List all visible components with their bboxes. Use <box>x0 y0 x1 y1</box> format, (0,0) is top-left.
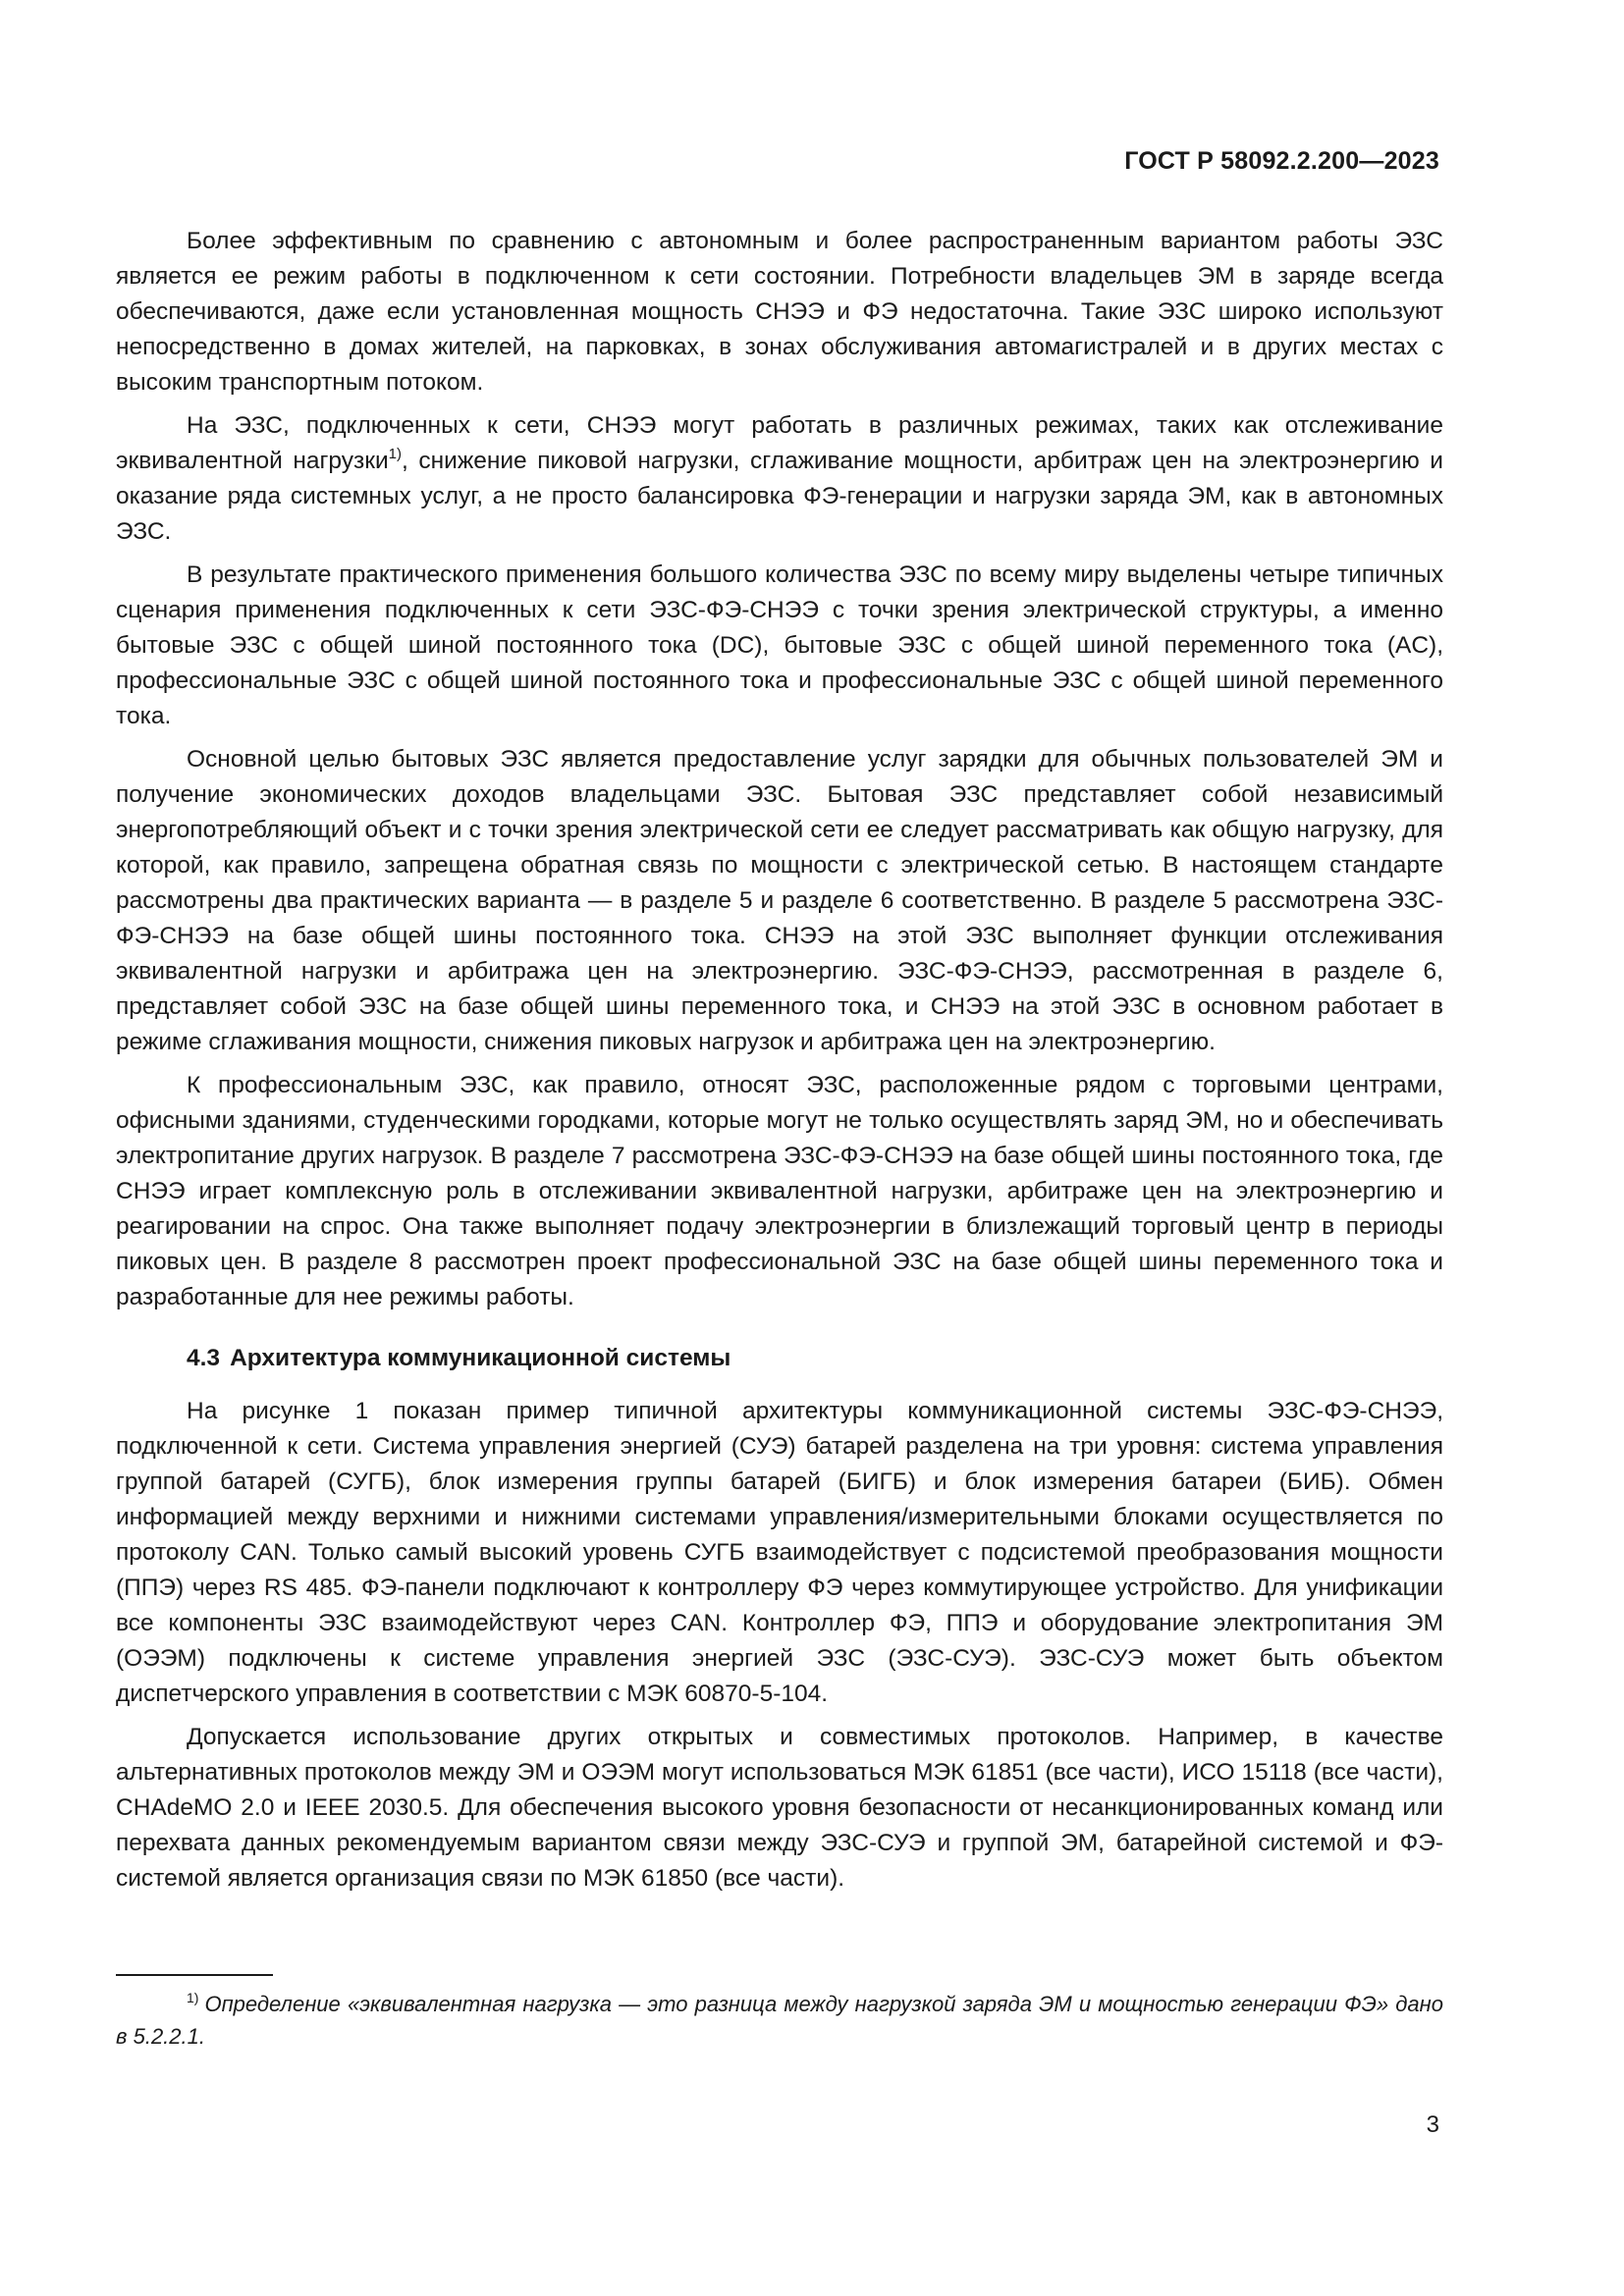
page-number: 3 <box>1426 2111 1439 2138</box>
section-heading <box>187 1341 1443 1376</box>
footnote <box>116 1988 1443 2053</box>
section-title: Архитектура коммуникационной системы <box>230 1345 731 1371</box>
footnote-text: Определение «эквивалентная нагрузка — это разница между нагрузкой заряда ЭМ и мощностью генерации ФЭ» дано в 5.2.2.1. <box>116 1992 1443 2049</box>
paragraph-text-part: На ЭЗС, подключенных к сети, СНЭЭ могут работать в различных режимах, таких как отслеживание эквивалентной нагрузки <box>116 412 1443 474</box>
paragraph-with-footnote-ref <box>116 408 1443 550</box>
paragraph-text-part: , снижение пиковой нагрузки, сглаживание мощности, арбитраж цен на электроэнергию и оказание ряда системных услуг, а не просто балансировка ФЭ-генерации и нагрузки заряда ЭМ, как в автономных ЭЗС. <box>116 448 1443 545</box>
footnotes <box>116 1974 1443 2053</box>
paragraph: В результате практического применения большого количества ЭЗС по всему миру выделены четыре типичных сценария применения подключенных к сети ЭЗС-ФЭ-СНЭЭ с точки зрения электрической структуры, а именно бытовые ЭЗС с общей шиной постоянного тока (DC), бытовые ЭЗС с общей шиной переменного тока (AC), профессиональные ЭЗС с общей шиной постоянного тока и профессиональные ЭЗС с общей шиной переменного тока. <box>116 561 1443 729</box>
footnote-reference[interactable]: 1) <box>388 446 403 462</box>
footnote-divider <box>116 1974 273 1976</box>
footnote-mark: 1) <box>187 1990 199 2005</box>
paragraph: Основной целью бытовых ЭЗС является предоставление услуг зарядки для обычных пользователей ЭМ и получение экономических доходов владельцами ЭЗС. Бытовая ЭЗС представляет собой независимый энергопотребляющий объект и с точки зрения электрической сети ее следует рассматривать как общую нагрузку, для которой, как правило, запрещена обратная связь по мощности с электрической сетью. В настоящем стандарте рассмотрены два практических варианта — в разделе 5 и разделе 6 соответственно. В разделе 5 рассмотрена ЭЗС-ФЭ-СНЭЭ на базе общей шины постоянного тока. СНЭЭ на этой ЭЗС выполняет функции отслеживания эквивалентной нагрузки и арбитража цен на электроэнергию. ЭЗС-ФЭ-СНЭЭ, рассмотренная в разделе 6, представляет собой ЭЗС на базе общей шины переменного тока, и СНЭЭ на этой ЭЗС в основном работает в режиме сглаживания мощности, снижения пиковых нагрузок и арбитража цен на электроэнергию. <box>116 746 1443 1055</box>
standard-designation: ГОСТ Р 58092.2.200—2023 <box>1124 147 1439 175</box>
paragraph: К профессиональным ЭЗС, как правило, относят ЭЗС, расположенные рядом с торговыми центрами, офисными зданиями, студенческими городками, которые могут не только осуществлять заряд ЭМ, но и обеспечивать электропитание других нагрузок. В разделе 7 рассмотрена ЭЗС-ФЭ-СНЭЭ на базе общей шины постоянного тока, где СНЭЭ играет комплексную роль в отслеживании эквивалентной нагрузки, арбитраже цен на электроэнергию и реагировании на спрос. Она также выполняет подачу электроэнергии в близлежащий торговый центр в периоды пиковых цен. В разделе 8 рассмотрен проект профессиональной ЭЗС на базе общей шины переменного тока и разработанные для нее режимы работы. <box>116 1072 1443 1310</box>
paragraph: На рисунке 1 показан пример типичной архитектуры коммуникационной системы ЭЗС-ФЭ-СНЭЭ, подключенной к сети. Система управления энергией (СУЭ) батарей разделена на три уровня: система управления группой батарей (СУГБ), блок измерения группы батарей (БИГБ) и блок измерения батареи (БИБ). Обмен информацией между верхними и нижними системами управления/измерительными блоками осуществляется по протоколу CAN. Только самый высокий уровень СУГБ взаимодействует с подсистемой преобразования мощности (ППЭ) через RS 485. ФЭ-панели подключают к контроллеру ФЭ через коммутирующее устройство. Для унификации все компоненты ЭЗС взаимодействуют через CAN. Контроллер ФЭ, ППЭ и оборудование электропитания ЭМ (ОЭЭМ) подключены к системе управления энергией ЭЗС (ЭЗС-СУЭ). ЭЗС-СУЭ может быть объектом диспетчерского управления в соответствии с МЭК 60870-5-104. <box>116 1398 1443 1707</box>
paragraph: Более эффективным по сравнению с автономным и более распространенным вариантом работы ЭЗС является ее режим работы в подключенном к сети состоянии. Потребности владельцев ЭМ в заряде всегда обеспечиваются, даже если установленная мощность СНЭЭ и ФЭ недостаточна. Такие ЭЗС широко используют непосредственно в домах жителей, на парковках, в зонах обслуживания автомагистралей и в других местах с высоким транспортным потоком. <box>116 228 1443 396</box>
main-text <box>116 224 1443 1904</box>
paragraph: Допускается использование других открытых и совместимых протоколов. Например, в качестве альтернативных протоколов между ЭМ и ОЭЭМ могут использоваться МЭК 61851 (все части), ИСО 15118 (все части), CHAdeMO 2.0 и IEEE 2030.5. Для обеспечения высокого уровня безопасности от несанкционированных команд или перехвата данных рекомендуемым вариантом связи между ЭЗС-СУЭ и группой ЭМ, батарейной системой и ФЭ-системой является организация связи по МЭК 61850 (все части). <box>116 1724 1443 1892</box>
section-number: 4.3 <box>187 1345 221 1371</box>
